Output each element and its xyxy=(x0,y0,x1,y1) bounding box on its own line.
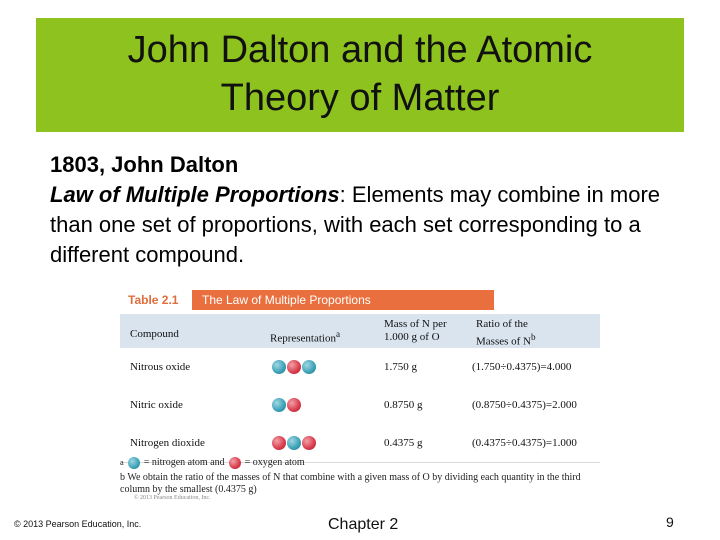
slide-title xyxy=(36,26,684,122)
nitrogen-atom-icon xyxy=(272,360,286,374)
table-row xyxy=(120,386,600,425)
header-ratio xyxy=(476,318,536,349)
header-ratio-note: b xyxy=(531,332,536,342)
table-badge: Table 2.1 xyxy=(120,290,190,310)
year-author: 1803, John Dalton xyxy=(50,152,239,177)
molecule-representation xyxy=(272,360,316,374)
header-mass xyxy=(384,318,447,344)
title-line-1: John Dalton and the Atomic xyxy=(127,29,593,71)
footnote-a-marker: a xyxy=(120,458,124,467)
copyright: © 2013 Pearson Education, Inc. xyxy=(14,519,142,529)
cell-compound: Nitric oxide xyxy=(130,399,183,411)
cell-compound: Nitrous oxide xyxy=(130,361,191,373)
cell-ratio: (0.8750÷0.4375)=2.000 xyxy=(472,399,577,411)
nitrogen-atom-icon xyxy=(272,398,286,412)
cell-ratio: (0.4375÷0.4375)=1.000 xyxy=(472,437,577,449)
footnote-a-oxygen: = oxygen atom xyxy=(244,457,305,468)
header-mass-line-2: 1.000 g of O xyxy=(384,331,440,343)
header-representation xyxy=(270,328,340,346)
cell-mass: 1.750 g xyxy=(384,361,417,373)
slide-body xyxy=(50,150,690,270)
molecule-representation xyxy=(272,398,301,412)
header-ratio-line-2 xyxy=(476,331,536,349)
table-banner: The Law of Multiple Proportions xyxy=(192,290,494,310)
header-ratio-text: Masses of N xyxy=(476,335,531,348)
title-line-2: Theory of Matter xyxy=(220,77,500,119)
nitrogen-atom-icon xyxy=(287,436,301,450)
nitrogen-atom-icon xyxy=(128,457,140,469)
header-ratio-line-1: Ratio of the xyxy=(476,318,528,330)
oxygen-atom-icon xyxy=(302,436,316,450)
page-number: 9 xyxy=(666,514,674,530)
law-name: Law of Multiple Proportions xyxy=(50,182,340,207)
table-credit: © 2013 Pearson Education, Inc. xyxy=(134,495,211,501)
header-representation-text: Representation xyxy=(270,332,336,345)
table-header xyxy=(120,314,600,348)
chapter-label: Chapter 2 xyxy=(328,516,399,533)
nitrogen-atom-icon xyxy=(302,360,316,374)
table-row xyxy=(120,348,600,387)
cell-ratio: (1.750÷0.4375)=4.000 xyxy=(472,361,572,373)
cell-compound: Nitrogen dioxide xyxy=(130,437,205,449)
footnote-a-nitrogen: = nitrogen atom and xyxy=(143,457,225,468)
multiple-proportions-table xyxy=(120,290,600,510)
cell-mass: 0.4375 g xyxy=(384,437,423,449)
footnote-a xyxy=(120,456,600,470)
oxygen-atom-icon xyxy=(272,436,286,450)
footnote-b: b We obtain the ratio of the masses of N that combine with a given mass of O by dividing each quantity in the third column by the smallest (0.4375 g) xyxy=(120,472,581,495)
oxygen-atom-icon xyxy=(287,360,301,374)
header-representation-note: a xyxy=(335,329,341,339)
oxygen-atom-icon xyxy=(287,398,301,412)
molecule-representation xyxy=(272,436,316,450)
law-text: : Elements may combine in more than one set of proportions, with each set corresponding to a different compound. xyxy=(50,182,660,267)
cell-mass: 0.8750 g xyxy=(384,399,423,411)
law-paragraph xyxy=(50,180,690,270)
header-compound: Compound xyxy=(130,328,179,340)
header-mass-line-1: Mass of N per xyxy=(384,318,447,330)
oxygen-atom-icon xyxy=(229,457,241,469)
